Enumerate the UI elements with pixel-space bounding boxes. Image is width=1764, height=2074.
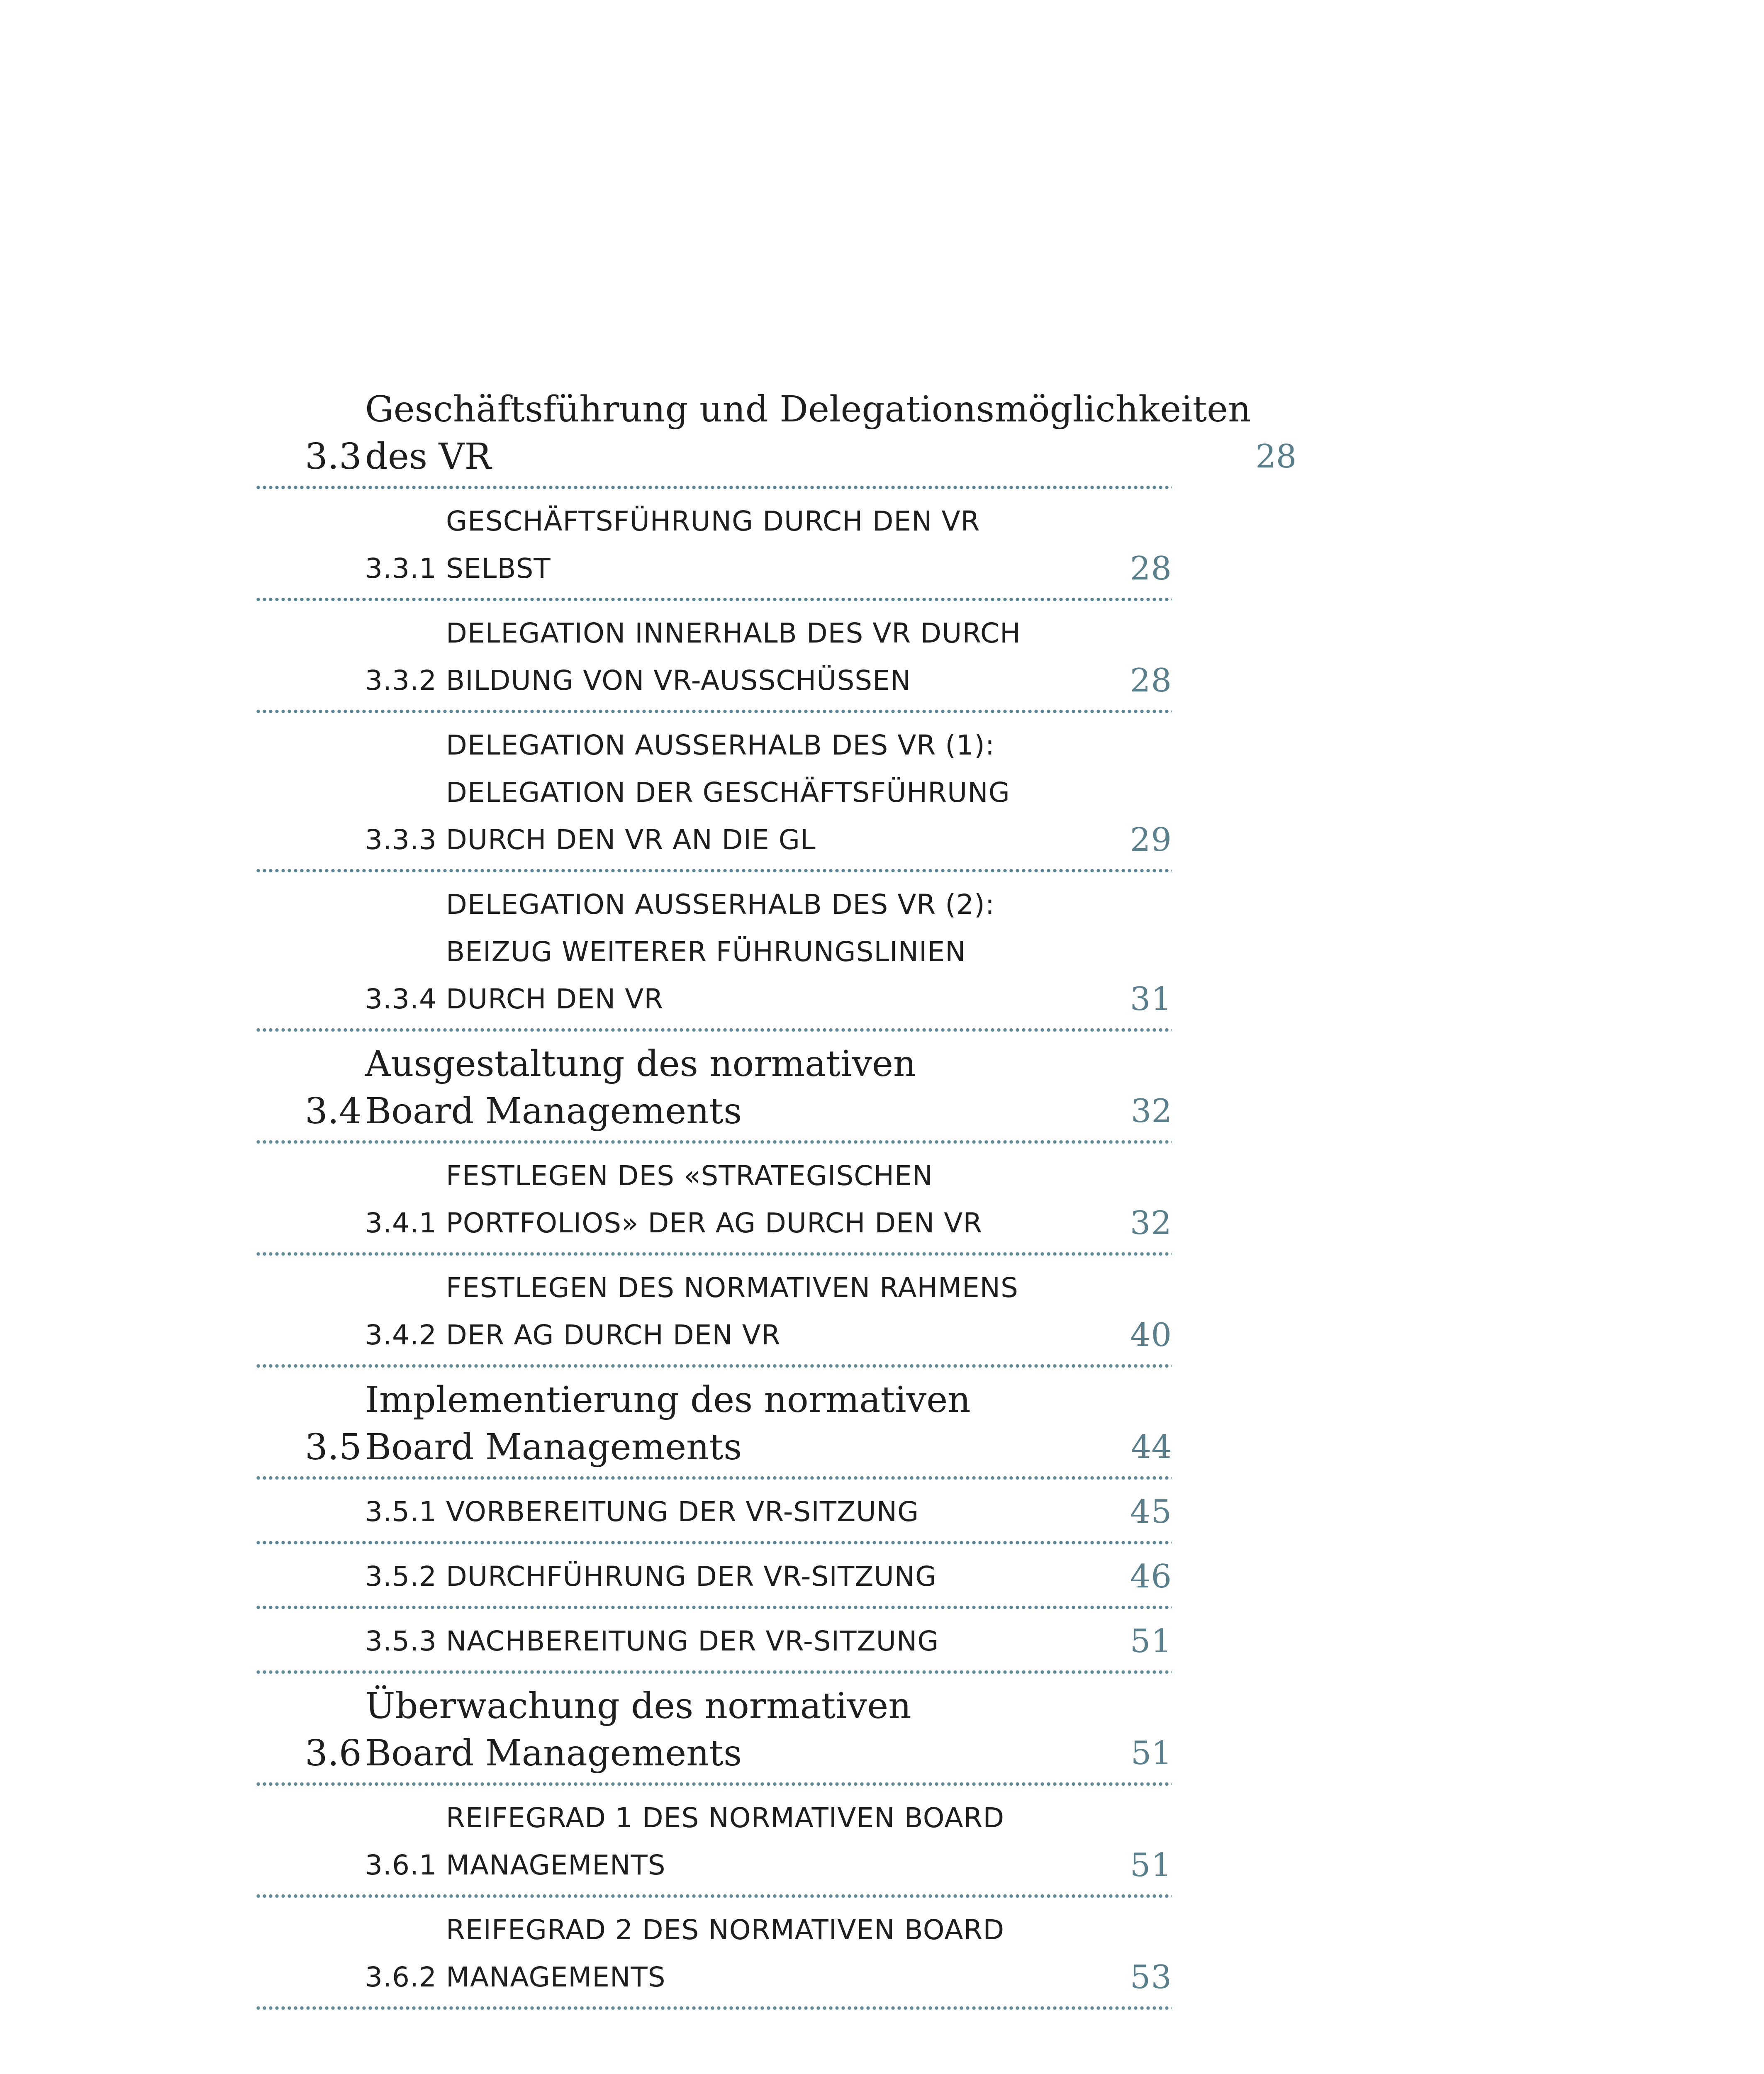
toc-entry[interactable] (255, 722, 1172, 873)
toc-entry-content (255, 1040, 1172, 1135)
toc-entry-page-number: 28 (1130, 550, 1172, 587)
dotted-divider (255, 1605, 1172, 1609)
dotted-divider (255, 1028, 1172, 1032)
toc-entry-title-line: REIFEGRAD 1 DES NORMATIVEN BOARD (446, 1802, 1005, 1834)
dotted-divider (255, 709, 1172, 713)
toc-entry[interactable] (255, 1553, 1172, 1609)
toc-entry-content (255, 498, 1172, 592)
toc-entry-title (446, 498, 1126, 592)
toc-entry-page-number: 31 (1130, 981, 1172, 1018)
toc-entry[interactable] (255, 1488, 1172, 1545)
toc-entry-title-line: MANAGEMENTS (446, 1849, 666, 1881)
toc-entry[interactable] (255, 1794, 1172, 1898)
toc-entry-title (446, 1488, 1126, 1536)
dotted-divider (255, 1782, 1172, 1786)
toc-entry-number: 3.5 (305, 1426, 362, 1468)
toc-entry-number: 3.3.2 (365, 665, 437, 696)
toc-entry-number: 3.6.2 (365, 1961, 437, 1993)
toc-entry-page-number: 40 (1130, 1317, 1172, 1354)
toc-entry-title-line: DELEGATION AUSSERHALB DES VR (1): (446, 729, 995, 761)
toc-entry-title (446, 610, 1126, 704)
toc-entry-title (446, 1152, 1126, 1247)
toc-entry-title-line: SELBST (446, 553, 551, 584)
table-of-contents (255, 386, 1297, 2018)
toc-entry-title-line: DELEGATION AUSSERHALB DES VR (2): (446, 889, 995, 920)
toc-entry-title-line: DURCH DEN VR AN DIE GL (446, 824, 816, 856)
toc-entry-title (446, 1264, 1126, 1359)
toc-entry-number: 3.4.2 (365, 1319, 437, 1351)
toc-entry-title-line: DURCHFÜHRUNG DER VR-SITZUNG (446, 1560, 937, 1592)
toc-entry-page-number: 53 (1130, 1959, 1172, 1996)
toc-entry-content (255, 1264, 1172, 1359)
toc-entry-title (446, 1906, 1126, 2001)
toc-entry[interactable] (255, 881, 1172, 1032)
toc-entry-title-line: Board Managements (365, 1426, 742, 1468)
toc-entry-number: 3.3.1 (365, 553, 437, 584)
toc-entry[interactable] (255, 610, 1172, 713)
toc-entry-title (365, 1376, 1126, 1471)
toc-entry-title-line: DER AG DURCH DEN VR (446, 1319, 781, 1351)
toc-entry-title-line: DELEGATION INNERHALB DES VR DURCH (446, 617, 1021, 649)
dotted-divider (255, 1894, 1172, 1898)
toc-entry-number: 3.4.1 (365, 1207, 437, 1239)
toc-entry-title (365, 1040, 1126, 1135)
toc-entry[interactable] (255, 1618, 1172, 1674)
toc-entry-title-line: PORTFOLIOS» DER AG DURCH DEN VR (446, 1207, 983, 1239)
toc-entry-page-number: 32 (1131, 1093, 1172, 1130)
toc-entry-content (255, 1682, 1172, 1777)
toc-entry-page-number: 32 (1130, 1205, 1172, 1242)
toc-entry[interactable] (255, 1152, 1172, 1256)
dotted-divider (255, 869, 1172, 873)
toc-entry-title (446, 1553, 1126, 1600)
toc-entry-title-line: BILDUNG VON VR-AUSSCHÜSSEN (446, 665, 911, 696)
toc-entry[interactable] (255, 1376, 1172, 1480)
toc-entry[interactable] (255, 1682, 1172, 1786)
dotted-divider (255, 2006, 1172, 2010)
dotted-divider (255, 485, 1172, 489)
toc-entry-content (255, 881, 1172, 1023)
toc-entry-page-number: 51 (1131, 1735, 1172, 1772)
toc-entry-title-line: REIFEGRAD 2 DES NORMATIVEN BOARD (446, 1914, 1005, 1946)
toc-entry-title-line: des VR (365, 436, 492, 477)
dotted-divider (255, 1364, 1172, 1368)
toc-entry-content (255, 1553, 1172, 1600)
toc-entry-title-line: Board Managements (365, 1091, 742, 1132)
toc-entry-title-line: DURCH DEN VR (446, 983, 664, 1015)
dotted-divider (255, 1140, 1172, 1144)
toc-entry-number: 3.3.4 (365, 983, 437, 1015)
toc-entry-page-number: 28 (1255, 438, 1297, 475)
toc-entry-number: 3.3.3 (365, 824, 437, 856)
toc-entry-content (255, 610, 1172, 704)
toc-entry[interactable] (255, 1264, 1172, 1368)
toc-entry-title-line: Überwachung des normativen (365, 1685, 911, 1727)
toc-entry-page-number: 51 (1130, 1847, 1172, 1884)
toc-entry[interactable] (255, 498, 1172, 601)
toc-entry[interactable] (255, 1906, 1172, 2010)
toc-entry-title (446, 881, 1126, 1023)
toc-entry-title-line: DELEGATION DER GESCHÄFTSFÜHRUNG (446, 777, 1010, 808)
toc-entry-content (255, 1618, 1172, 1665)
toc-entry-title (446, 1794, 1126, 1889)
toc-entry-title-line: BEIZUG WEITERER FÜHRUNGSLINIEN (446, 936, 966, 968)
toc-entry-title-line: FESTLEGEN DES NORMATIVEN RAHMENS (446, 1272, 1018, 1304)
toc-entry-content (255, 386, 1297, 480)
dotted-divider (255, 1670, 1172, 1674)
toc-entry-title-line: Implementierung des normativen (365, 1379, 971, 1421)
toc-entry-title (446, 722, 1126, 864)
toc-entry-title-line: Ausgestaltung des normativen (365, 1043, 916, 1085)
toc-entry-number: 3.4 (305, 1091, 362, 1132)
toc-entry-number: 3.3 (305, 436, 362, 477)
toc-entry-page-number: 28 (1130, 662, 1172, 699)
toc-entry-number: 3.6 (305, 1733, 362, 1774)
dotted-divider (255, 1476, 1172, 1480)
toc-entry-content (255, 1906, 1172, 2001)
toc-entry-content (255, 722, 1172, 864)
toc-entry-title (365, 1682, 1126, 1777)
toc-entry-content (255, 1794, 1172, 1889)
toc-entry-number: 3.5.2 (365, 1560, 437, 1592)
toc-entry[interactable] (255, 386, 1297, 489)
toc-entry-title-line: Board Managements (365, 1733, 742, 1774)
toc-entry-page-number: 46 (1130, 1558, 1172, 1595)
toc-entry-page-number: 51 (1130, 1623, 1172, 1660)
toc-entry-title-line: FESTLEGEN DES «STRATEGISCHEN (446, 1160, 933, 1192)
toc-entry-page-number: 29 (1130, 821, 1172, 859)
toc-entry-title (446, 1618, 1126, 1665)
toc-entry-page-number: 45 (1130, 1493, 1172, 1531)
dotted-divider (255, 597, 1172, 601)
dotted-divider (255, 1541, 1172, 1545)
toc-entry-title-line: GESCHÄFTSFÜHRUNG DURCH DEN VR (446, 505, 980, 537)
dotted-divider (255, 1252, 1172, 1256)
toc-entry-content (255, 1376, 1172, 1471)
toc-entry-title (365, 386, 1251, 480)
toc-entry-number: 3.6.1 (365, 1849, 437, 1881)
toc-entry[interactable] (255, 1040, 1172, 1144)
toc-entry-title-line: MANAGEMENTS (446, 1961, 666, 1993)
toc-entry-title-line: VORBEREITUNG DER VR-SITZUNG (446, 1496, 919, 1528)
toc-entry-content (255, 1152, 1172, 1247)
toc-entry-title-line: NACHBEREITUNG DER VR-SITZUNG (446, 1625, 939, 1657)
toc-entry-number: 3.5.3 (365, 1625, 437, 1657)
toc-entry-number: 3.5.1 (365, 1496, 437, 1528)
toc-entry-title-line: Geschäftsführung und Delegationsmöglichkeiten (365, 389, 1251, 430)
toc-entry-page-number: 44 (1131, 1429, 1172, 1466)
toc-entry-content (255, 1488, 1172, 1536)
